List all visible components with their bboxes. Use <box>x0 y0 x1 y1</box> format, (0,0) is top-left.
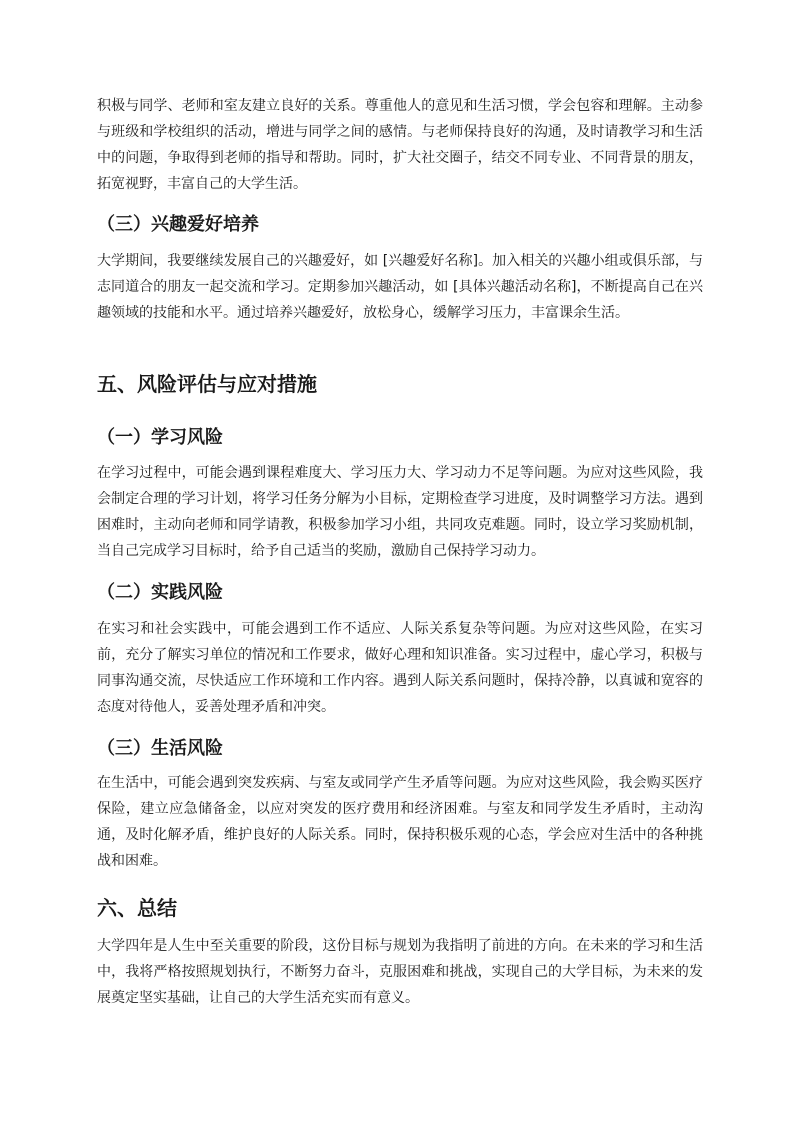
section6-heading-block <box>97 894 703 922</box>
section6-heading: 六、总结 <box>97 896 177 920</box>
study-risk-paragraph-block <box>97 460 703 564</box>
study-risk-heading-block <box>97 425 703 451</box>
life-risk-heading-block <box>97 736 703 762</box>
life-risk-paragraph-block <box>97 770 703 874</box>
practice-risk-paragraph: 在实习和社会实践中，可能会遇到工作不适应、人际关系复杂等问题。为应对这些风险，在实习前，充分了解实习单位的情况和工作要求，做好心理和知识准备。实习过程中，虚心学习，积极与同事沟通交流，尽快适应工作环境和工作内容。遇到人际关系问题时，保持冷静，以真诚和宽容的态度对待他人，妥善处理矛盾和冲突。 <box>97 621 703 715</box>
life-risk-paragraph: 在生活中，可能会遇到突发疾病、与室友或同学产生矛盾等问题。为应对这些风险，我会购买医疗保险，建立应急储备金，以应对突发的医疗费用和经济困难。与室友和同学发生矛盾时，主动沟通，及时化解矛盾，维护良好的人际关系。同时，保持积极乐观的心态，学会应对生活中的各种挑战和困难。 <box>97 775 703 869</box>
section5-heading: 五、风险评估与应对措施 <box>97 372 317 396</box>
hobby-heading-block <box>97 212 703 238</box>
hobby-paragraph: 大学期间，我要继续发展自己的兴趣爱好，如 [兴趣爱好名称]。加入相关的兴趣小组或俱乐部，与志同道合的朋友一起交流和学习。定期参加兴趣活动，如 [具体兴趣活动名称]，不断提高自己在兴趣领域的技能和水平。通过培养兴趣爱好，放松身心，缓解学习压力，丰富课余生活。 <box>97 253 703 321</box>
practice-risk-heading-block <box>97 580 703 606</box>
hobby-heading: （三）兴趣爱好培养 <box>97 214 259 235</box>
practice-risk-heading: （二）实践风险 <box>97 582 223 603</box>
study-risk-paragraph: 在学习过程中，可能会遇到课程难度大、学习压力大、学习动力不足等问题。为应对这些风险，我会制定合理的学习计划，将学习任务分解为小目标，定期检查学习进度，及时调整学习方法。遇到困难时，主动向老师和同学请教，积极参加学习小组，共同攻克难题。同时，设立学习奖励机制，当自己完成学习目标时，给予自己适当的奖励，激励自己保持学习动力。 <box>97 465 703 559</box>
intro-paragraph: 积极与同学、老师和室友建立良好的关系。尊重他人的意见和生活习惯，学会包容和理解。主动参与班级和学校组织的活动，增进与同学之间的感情。与老师保持良好的沟通，及时请教学习和生活中的问题，争取得到老师的指导和帮助。同时，扩大社交圈子，结交不同专业、不同背景的朋友，拓宽视野，丰富自己的大学生活。 <box>97 98 703 192</box>
section5-heading-block <box>97 370 703 398</box>
intro-paragraph-block <box>97 93 703 197</box>
life-risk-heading: （三）生活风险 <box>97 738 223 759</box>
summary-paragraph-block <box>97 933 703 1011</box>
practice-risk-paragraph-block <box>97 616 703 720</box>
study-risk-heading: （一）学习风险 <box>97 427 223 448</box>
hobby-paragraph-block <box>97 248 703 326</box>
summary-paragraph: 大学四年是人生中至关重要的阶段，这份目标与规划为我指明了前进的方向。在未来的学习和生活中，我将严格按照规划执行，不断努力奋斗，克服困难和挑战，实现自己的大学目标，为未来的发展奠定坚实基础，让自己的大学生活充实而有意义。 <box>97 938 703 1006</box>
